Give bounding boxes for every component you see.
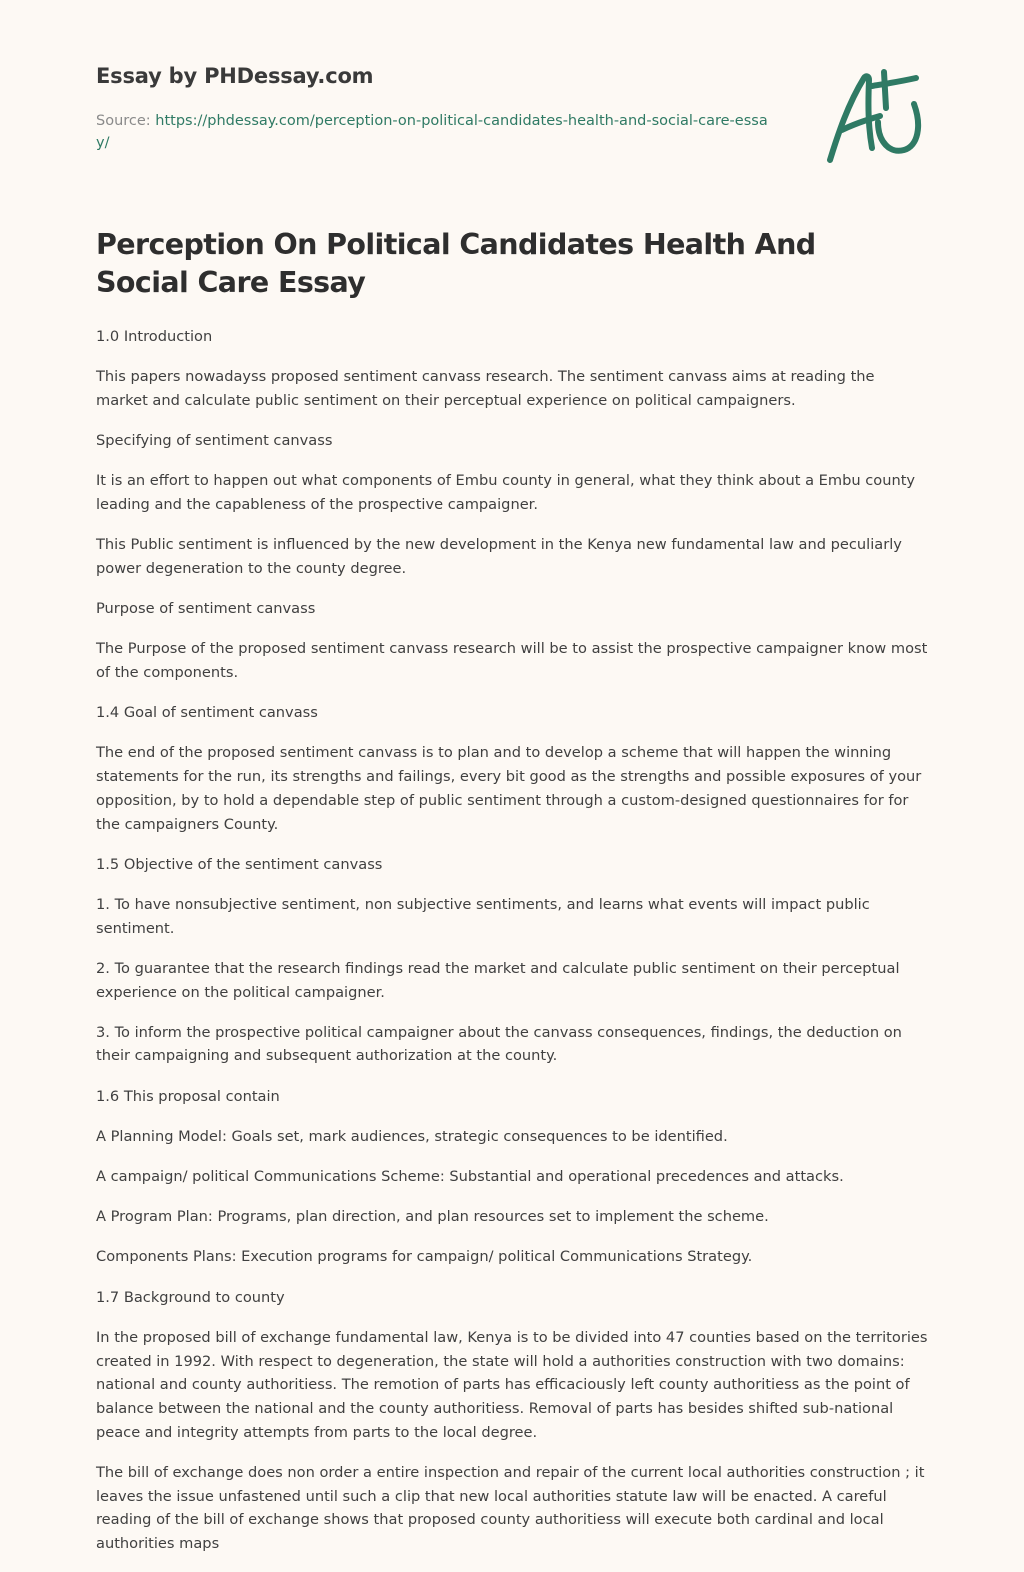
essay-paragraph: The end of the proposed sentiment canvass is to plan and to develop a scheme that will happen the winning statements for the run, its strengths and failings, every bit good as the strengths and possible exposures of your opposition, by to hold a dependable step of public sentiment through a custom-designed questionnaires for for the campaigners County. xyxy=(96,744,922,833)
essay-paragraph: The bill of exchange does non order a entire inspection and repair of the current local authorities construction ; it leaves the issue unfastened until such a clip that new local authorities statute law will be enacted. A careful reading of the bill of exchange shows that proposed county authoritiess will execute both cardinal and local authorities maps xyxy=(96,1463,925,1553)
essay-paragraph: 1.0 Introduction xyxy=(96,328,213,345)
essay-paragraph: 1. To have nonsubjective sentiment, non subjective sentiments, and learns what events will impact public sentiment. xyxy=(96,895,870,937)
essay-paragraph: This Public sentiment is influenced by the new development in the Kenya new fundamental law and peculiarly power degeneration to the county degree. xyxy=(96,536,902,577)
essay-paragraph: 2. To guarantee that the research findings read the market and calculate public sentiment on their perceptual experience on the political campaigner. xyxy=(96,959,900,1001)
essay-paragraph: Components Plans: Execution programs for campaign/ political Communications Strategy. xyxy=(96,1248,753,1266)
essay-paragraph: A Planning Model: Goals set, mark audiences, strategic consequences to be identified. xyxy=(96,1127,728,1145)
essay-paragraph: This papers nowadayss proposed sentiment canvass research. The sentiment canvass aims at reading the market and calculate public sentiment on their perceptual experience on political campaigners. xyxy=(96,368,875,409)
source-line xyxy=(96,110,776,154)
essay-paragraph: A Program Plan: Programs, plan direction, and plan resources set to implement the scheme. xyxy=(96,1208,769,1226)
site-brand: Essay by PHDessay.com xyxy=(96,64,374,88)
essay-paragraph: 1.7 Background to county xyxy=(96,1288,285,1306)
essay-paragraph: Specifying of sentiment canvass xyxy=(96,432,333,450)
essay-paragraph: 1.6 This proposal contain xyxy=(96,1087,280,1105)
essay-paragraph: 1.5 Objective of the sentiment canvass xyxy=(96,855,383,873)
a-plus-grade-icon xyxy=(820,64,930,168)
essay-paragraph: A campaign/ political Communications Scheme: Substantial and operational precedences and attacks. xyxy=(96,1168,844,1186)
essay-body xyxy=(96,325,928,1572)
essay-paragraph: The Purpose of the proposed sentiment canvass research will be to assist the prospective campaigner know most of the components. xyxy=(96,640,928,682)
source-label: Source: xyxy=(96,113,156,129)
essay-paragraph: 1.4 Goal of sentiment canvass xyxy=(96,704,318,722)
essay-paragraph: Purpose of sentiment canvass xyxy=(96,600,316,618)
essay-paragraph: In the proposed bill of exchange fundamental law, Kenya is to be divided into 47 counties based on the territories created in 1992. With respect to degeneration, the state will hold a authorities construction with two domains: national and county authoritiess. The remotion of parts has efficaciously left county authoritiess as the point of balance between the national and the county authoritiess. Removal of parts has besides shifted sub-national peace and integrity attempts from parts to the local degree. xyxy=(96,1328,928,1441)
essay-paragraph: It is an effort to happen out what components of Embu county in general, what they think about a Embu county leading and the capableness of the prospective campaigner. xyxy=(96,472,916,514)
source-link[interactable]: https://phdessay.com/perception-on-political-candidates-health-and-social-care-essay/ xyxy=(96,113,768,151)
page-title: Perception On Political Candidates Health And Social Care Essay xyxy=(96,228,816,299)
essay-paragraph: 3. To inform the prospective political campaigner about the canvass consequences, findings, the deduction on their campaigning and subsequent authorization at the county. xyxy=(96,1023,902,1065)
